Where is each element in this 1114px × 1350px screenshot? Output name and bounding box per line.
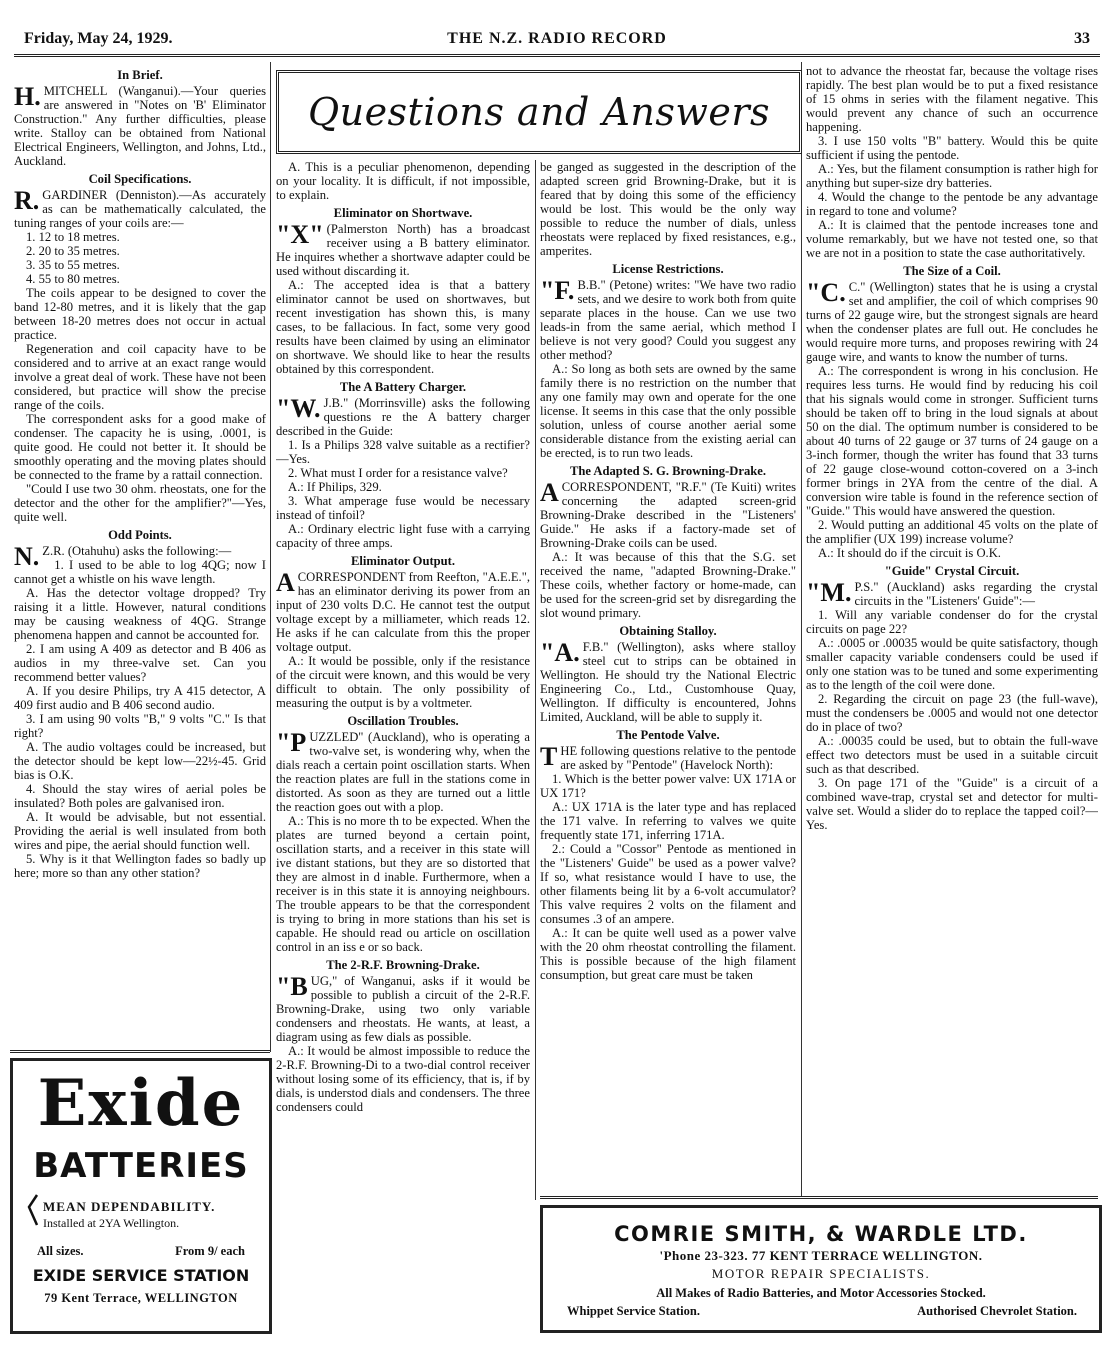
list-item: 4. 55 to 80 metres. xyxy=(26,272,120,286)
article-paragraph: A.: This is no more th to be expected. When the plates are turned beyond a certain point, oscillation starts, and a receiver in this state will ive distant stations, but they are so distorted that they are almost in d inable. Furthermore, when a receiver is in this state it is annoying neighbours. The trouble appears to be that the correspondent is trying to bring in more stations than his set is capable. He should read ou article on oscillation control in an iss e or so back. xyxy=(276,814,530,954)
column-4 xyxy=(806,64,1098,1190)
drop-cap: "F. xyxy=(540,276,575,305)
feature-title: Questions and Answers xyxy=(307,90,771,134)
article-paragraph: 4. Would the change to the pentode be any advantage in regard to tone and volume? xyxy=(806,190,1098,218)
article-paragraph: A. If you desire Philips, try A 415 detector, A 409 first audio and B 406 second audio. xyxy=(14,684,266,712)
article-paragraph: 3. On page 171 of the "Guide" is a circuit of a combined wave-trap, crystal set and detector for multi-valve set. Would a slider do to replace the tapped coil?—Yes. xyxy=(806,776,1098,832)
article-paragraph: THE following questions relative to the pentode are asked by "Pentode" (Havelock North): xyxy=(540,742,796,772)
article-paragraph: A.: The correspondent is wrong in his conclusion. He requires less turns. He would find by reducing his coil that his signals would come in stronger. Sufficient turns should be taken off to bring in the loud signals at about 50 on the dial. The optimum number is considered to be about 40 turns of 22 gauge or 37 turns of 24 gauge on a 3-inch former, though the writer has found that 33 turns of 22 gauge close-wound cotton-covered on a 3-inch former brings in 2YA from the centre of the dial. A conversion wire table is found in the reference section of "Guide." This would have answered the question. xyxy=(806,364,1098,518)
article-paragraph: A.: So long as both sets are owned by the same family there is no restriction on the number that any one family may own and operate for the one license. It seems in this case that the only possible solution, unless of course another aerial some considerable distance from the existing aerial can be erected, is to run two leads. xyxy=(540,362,796,460)
comrie-stock-line: All Makes of Radio Batteries, and Motor Accessories Stocked. xyxy=(656,1286,986,1300)
list-item: 3. 35 to 55 metres. xyxy=(26,258,120,272)
article-paragraph: "X" (Palmerston North) has a broadcast receiver using a B battery eliminator. He inquires whether a shortwave adapter could be used without discarding it. xyxy=(276,220,530,278)
masthead xyxy=(14,30,1100,56)
article-paragraph: A.: It is claimed that the pentode increases tone and volume remarkably, but we have not tested one, so that we are not in a position to state the case authoritatively. xyxy=(806,218,1098,260)
article-paragraph: 4. Should the stay wires of aerial poles be insulated? Both poles are galvanised iron. xyxy=(14,782,266,810)
exide-price: From 9/ each xyxy=(175,1244,245,1258)
coil-range-list xyxy=(14,230,266,286)
heading-size-of-coil: The Size of a Coil. xyxy=(903,264,1001,278)
heading-obtaining-stalloy: Obtaining Stalloy. xyxy=(619,624,717,638)
comrie-company-name: COMRIE SMITH, & WARDLE LTD. xyxy=(614,1222,1028,1246)
drop-cap: N. xyxy=(14,542,40,571)
article-paragraph: 2. What must I order for a resistance valve? xyxy=(288,466,508,480)
article-paragraph: The coils appear to be designed to cover the band 12-80 metres, and it is likely that the gap between 18-20 metres does not occur in actual practice. xyxy=(14,286,266,342)
column-2 xyxy=(276,160,530,1330)
exide-service-station: EXIDE SERVICE STATION xyxy=(32,1266,250,1285)
exide-slogan: MEAN DEPENDABILITY. xyxy=(43,1199,216,1214)
article-paragraph: A.: It was because of this that the S.G. set received the name, "adapted Browning-Drake." These coils, whether factory or home-made, can be used for the screen-grid set by disregarding the slot wound primary. xyxy=(540,550,796,620)
heading-coil-specifications: Coil Specifications. xyxy=(88,172,192,186)
drop-cap: R. xyxy=(14,186,40,215)
masthead-rule xyxy=(14,54,1100,57)
feature-title-box xyxy=(276,70,802,154)
article-paragraph: 3. I am using 90 volts "B," 9 volts "C." Is that right? xyxy=(14,712,266,740)
article-paragraph: R. GARDINER (Denniston).—As accurately as can be mathematically calculated, the tuning ranges of your coils are:— xyxy=(14,186,266,230)
article-paragraph: A.: It would be almost impossible to reduce the 2-R.F. Browning-Di to a two-dial control receiver without losing some of its efficiency, that is, if by dials, is understod dials and condensers. The three condensers could xyxy=(276,1044,530,1114)
exide-advertisement xyxy=(10,1058,272,1334)
bracket-mark-icon xyxy=(23,1193,39,1227)
article-paragraph: "M. P.S." (Auckland) asks regarding the crystal circuits in the "Listeners' Guide":— xyxy=(806,578,1098,608)
exide-batteries-heading: BATTERIES xyxy=(33,1146,249,1186)
article-paragraph: A.: .0005 or .00035 would be quite satisfactory, though smaller capacity variable condensers could be used if only one station was to be tuned and some experimenting as to the length of the coil were done. xyxy=(806,636,1098,692)
exide-sizes: All sizes. xyxy=(37,1244,84,1258)
exide-installed: Installed at 2YA Wellington. xyxy=(43,1216,180,1230)
article-paragraph: "C. C." (Wellington) states that he is using a crystal set and amplifier, the coil of which comprises 90 turns of 22 gauge wire, but the strongest signals are heard when the condenser plates are full out. He concludes he would require more turns, and proposes rewiring with 24 gauge wire, and wants to know the number of turns. xyxy=(806,278,1098,364)
exide-address: 79 Kent Terrace, WELLINGTON xyxy=(44,1291,238,1305)
drop-cap: "P xyxy=(276,728,307,757)
heading-odd-points: Odd Points. xyxy=(108,528,172,542)
article-paragraph: 1. Will any variable condenser do for the crystal circuits on page 22? xyxy=(806,608,1098,636)
list-item: 2. 20 to 35 metres. xyxy=(26,244,120,258)
article-paragraph: 5. Why is it that Wellington fades so badly up here; more so than any other station? xyxy=(14,852,266,880)
drop-cap: A xyxy=(540,478,559,507)
comrie-phone-address: 'Phone 23-323. 77 KENT TERRACE WELLINGTON. xyxy=(659,1248,983,1263)
article-paragraph: A. The audio voltages could be increased, but the detector should be kept low—22½-45. Grid bias is O.K. xyxy=(14,740,266,782)
page-number: 33 xyxy=(1074,30,1090,47)
drop-cap: "M. xyxy=(806,578,852,607)
article-paragraph: A.: Yes, but the filament consumption is rather high for anything but super-size dry batteries. xyxy=(806,162,1098,190)
comrie-smith-advertisement xyxy=(540,1205,1102,1333)
article-paragraph: not to advance the rheostat far, because the voltage rises rapidly. The best plan would be to put a fixed resistance of 15 ohms in series with the filament negative. This would prevent any chance of such an occurrence happening. xyxy=(806,64,1098,134)
drop-cap: "X" xyxy=(276,220,324,249)
article-paragraph: A.: UX 171A is the later type and has replaced the 171 valve. In referring to valves we quite frequently state 171, inferring 171A. xyxy=(540,800,796,842)
article-paragraph: "A. F.B." (Wellington), asks where stalloy steel cut to strips can be obtained in Wellington. He should try the National Electric Engineering Co., Ltd., Customhouse Quay, Wellington. If difficulty is encountered, Johns Limited, Auckland, will be able to supply it. xyxy=(540,638,796,724)
heading-eliminator-output: Eliminator Output. xyxy=(350,554,456,568)
article-paragraph: 2.: Could a "Cossor" Pentode as mentioned in the "Listeners' Guide" be used as a power valve? If so, what resistance would I have to use, the other filaments being lit by a 6-volt accumulator? This valve requires 2 volts on the filament and consumes .3 of an ampere. xyxy=(540,842,796,926)
article-paragraph: "PUZZLED" (Auckland), who is operating a two-valve set, is wondering why, when the dials reach a certain point oscillation starts. When the reaction plates are full in the stations come in distorted. As soon as they are turned out a little the reaction goes out with a plop. xyxy=(276,728,530,814)
drop-cap: "W. xyxy=(276,394,321,423)
drop-cap: "A. xyxy=(540,638,580,667)
article-paragraph: ACORRESPONDENT from Reefton, "A.E.E.", has an eliminator deriving its power from an input of 230 volts D.C. He cannot test the output voltage except by a milliameter, which reads 12. He asks if he can calculate from this the proper voltage output. xyxy=(276,568,530,654)
article-paragraph: 2. Would putting an additional 45 volts on the plate of the amplifier (UX 199) increase volume? xyxy=(806,518,1098,546)
article-paragraph: ACORRESPONDENT, "R.F." (Te Kuiti) writes concerning the adapted screen-grid Browning-Drake described in the "Listeners' Guide." He asks if a factory-made set of Browning-Drake coils can be used. xyxy=(540,478,796,550)
issue-date: Friday, May 24, 1929. xyxy=(24,30,173,47)
article-paragraph: H. MITCHELL (Wanganui).—Your queries are answered in "Notes on 'B' Eliminator Construction." Any further difficulties, please write. Stalloy can be obtained from National Electrical Engineers, Wellington, and Johns, Ltd., Auckland. xyxy=(14,82,266,168)
article-paragraph: 3. I use 150 volts "B" battery. Would this be quite sufficient if using the pentode. xyxy=(806,134,1098,162)
publication-title: THE N.Z. RADIO RECORD xyxy=(447,30,667,47)
article-paragraph: Regeneration and coil capacity have to be considered and to arrive at an exact range would involve a great deal of work. These have not been considered, but practice will show the precise range of the coils. xyxy=(14,342,266,412)
article-paragraph: "F. B.B." (Petone) writes: "We have two radio sets, and we desire to work both from quite separate places in the house. Can we use two leads-in from the same aerial, which method I believe is not very good? Could you suggest any other method? xyxy=(540,276,796,362)
drop-cap: "B xyxy=(276,972,308,1001)
heading-2rf-browning-drake: The 2-R.F. Browning-Drake. xyxy=(326,958,480,972)
comrie-whippet-station: Whippet Service Station. xyxy=(567,1304,700,1318)
article-paragraph: "Could I use two 30 ohm. rheostats, one for the detector and the other for the amplifier?"—Yes, quite well. xyxy=(14,482,266,524)
article-paragraph: 1. I used to be able to log 4QG; now I cannot get a whistle on his wave length. xyxy=(14,558,266,586)
drop-cap: A xyxy=(276,568,295,597)
article-paragraph: A. Has the detector voltage dropped? Try raising it a little. However, natural conditions may be causing weakness of 4QG. Strange phenomena happen and cannot be accounted for. xyxy=(14,586,266,642)
exide-logo: Exide xyxy=(37,1066,245,1141)
heading-license-restrictions: License Restrictions. xyxy=(612,262,724,276)
article-paragraph: 1. Which is the better power valve: UX 171A or UX 171? xyxy=(540,772,796,800)
article-paragraph: A.: It can be quite well used as a power valve with the 20 ohm rheostat controlling the filament. This is possible because of the high filament consumption, but great care must be taken xyxy=(540,926,796,982)
article-paragraph: 2. Regarding the circuit on page 23 (the full-wave), must the condensers be .0005 and would not one detector do in place of two? xyxy=(806,692,1098,734)
article-paragraph: A.: If Philips, 329. xyxy=(288,480,382,494)
article-paragraph: A. It would be advisable, but not essential. Providing the aerial is well insulated from both wires and pipe, the aerial should function well. xyxy=(14,810,266,852)
article-paragraph: A. This is a peculiar phenomenon, depending on your locality. It is difficult, if not impossible, to explain. xyxy=(276,160,530,202)
article-paragraph: A.: The accepted idea is that a battery eliminator cannot be used on shortwaves, but recent investigation has shown this, is many cases, to be fallacious. In fact, some very good results have been claimed by using an eliminator on shortwave. We should like to hear the results obtained by this correspondent. xyxy=(276,278,530,376)
article-paragraph: 1. Is a Philips 328 valve suitable as a rectifier?—Yes. xyxy=(276,438,530,466)
column-1 xyxy=(14,64,266,1049)
article-paragraph: 2. I am using A 409 as detector and B 406 as audios in my three-valve set. Can you recommend better values? xyxy=(14,642,266,684)
heading-in-brief: In Brief. xyxy=(117,68,163,82)
column-3 xyxy=(540,160,796,1190)
heading-eliminator-shortwave: Eliminator on Shortwave. xyxy=(333,206,473,220)
column-rule-2 xyxy=(535,160,536,1200)
article-paragraph: A.: It should do if the circuit is O.K. xyxy=(818,546,1001,560)
heading-adapted-sg-browning-drake: The Adapted S. G. Browning-Drake. xyxy=(569,464,767,478)
drop-cap: H. xyxy=(14,82,41,111)
heading-oscillation-troubles: Oscillation Troubles. xyxy=(347,714,459,728)
list-item: 1. 12 to 18 metres. xyxy=(26,230,120,244)
article-paragraph: A.: Ordinary electric light fuse with a carrying capacity of three amps. xyxy=(276,522,530,550)
comrie-chevrolet-station: Authorised Chevrolet Station. xyxy=(917,1304,1077,1318)
drop-cap: "C. xyxy=(806,278,846,307)
article-paragraph: "BUG," of Wanganui, asks if it would be possible to publish a circuit of the 2-R.F. Browning-Drake, using two only variable condensers and rheostats. He wants, at least, a diagram using as few dials as possible. xyxy=(276,972,530,1044)
column-rule-1 xyxy=(270,62,271,1052)
article-paragraph: N. Z.R. (Otahuhu) asks the following:— xyxy=(14,542,232,571)
comrie-repair-specialists: MOTOR REPAIR SPECIALISTS. xyxy=(711,1266,931,1281)
article-paragraph: 3. What amperage fuse would be necessary instead of tinfoil? xyxy=(276,494,530,522)
article-paragraph: A.: It would be possible, only if the resistance of the circuit were known, and this would be very difficult to obtain. The only possibility of measuring the output is by a voltmeter. xyxy=(276,654,530,710)
article-paragraph: be ganged as suggested in the description of the adapted screen grid Browning-Drake, but it is feared that by doing this some of the efficiency would be lost. This would be the only way possible to reduce the number of dials, unless rheostats were replaced by fixed resistances, e.g., amperites. xyxy=(540,160,796,258)
ad-separator-rule xyxy=(540,1196,1098,1199)
article-paragraph: A.: .00035 could be used, but to obtain the full-wave effect two detectors must be used in a suitable circuit such as that described. xyxy=(806,734,1098,776)
article-paragraph: "W. J.B." (Morrinsville) asks the following questions re the A battery charger described in the Guide: xyxy=(276,394,530,438)
heading-pentode-valve: The Pentode Valve. xyxy=(616,728,720,742)
heading-a-battery-charger: The A Battery Charger. xyxy=(339,380,467,394)
ad-separator-rule xyxy=(10,1050,270,1053)
article-paragraph: The correspondent asks for a good make of condenser. The capacity he is using, .0001, is quite good. He could not better it. It should be smoothly operating and the moving plates should be connected to the frame by a rattail connection. xyxy=(14,412,266,482)
drop-cap: T xyxy=(540,742,558,771)
heading-guide-crystal-circuit: "Guide" Crystal Circuit. xyxy=(884,564,1020,578)
column-rule-3 xyxy=(801,62,802,1196)
